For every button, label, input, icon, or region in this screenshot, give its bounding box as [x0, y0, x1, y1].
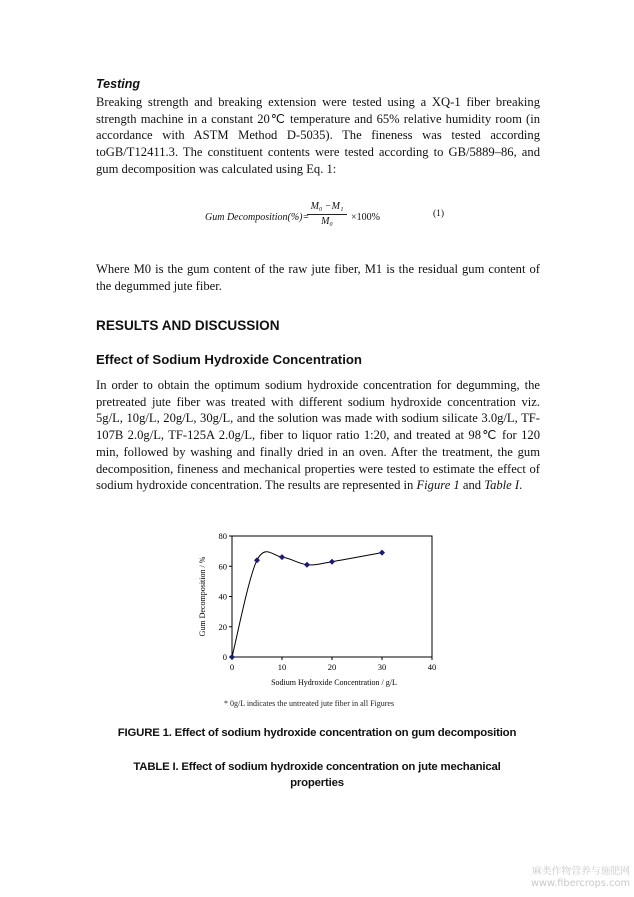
y-axis-label: Gum Decomposition / % [198, 556, 207, 637]
y-tick-label: 40 [218, 591, 227, 602]
data-point [379, 550, 385, 556]
testing-paragraph: Breaking strength and breaking extension were tested using a XQ-1 fiber breaking strength machine in a constant 20℃ temperature and 65% relative humidity room (in accordance with ASTM Method D-5035). The fineness was tested according toGB/T12411.3. The constituent contents were tested according to GB/5889–86, and gum decomposition was calculated using Eq. 1: [96, 95, 540, 176]
testing-heading: Testing [96, 77, 140, 91]
data-point [304, 562, 310, 568]
equation-denominator: M₀ [321, 216, 333, 227]
y-tick-label: 80 [218, 531, 227, 541]
data-point [329, 559, 335, 565]
watermark-line1: 麻类作物营养与施肥网 [532, 866, 630, 877]
equation-fraction [307, 200, 347, 229]
where-paragraph: Where M0 is the gum content of the raw jute fiber, M1 is the residual gum content of the degummed jute fiber. [96, 262, 540, 293]
equation-number: (1) [433, 209, 445, 219]
y-tick-label: 0 [222, 652, 227, 662]
gum-decomposition-chart [193, 527, 443, 712]
x-tick-label: 40 [427, 662, 437, 672]
data-point [254, 557, 260, 563]
table-caption-line1: TABLE I. Effect of sodium hydroxide concentration on jute mechanical [133, 761, 501, 773]
equation [205, 200, 455, 240]
x-axis-label: Sodium Hydroxide Concentration / g/L [271, 678, 397, 687]
section-heading: RESULTS AND DISCUSSION [96, 318, 280, 333]
x-tick-label: 30 [377, 662, 387, 672]
x-tick-label: 20 [327, 662, 337, 672]
figure-reference: Figure 1 [416, 478, 460, 493]
y-tick-label: 20 [218, 621, 227, 632]
watermark [512, 866, 630, 890]
watermark-line2: www.fibercrops.com [530, 878, 630, 889]
data-point [229, 654, 235, 660]
figure-caption: FIGURE 1. Effect of sodium hydroxide concentration on gum decomposition [117, 727, 517, 739]
y-tick-label: 60 [218, 561, 227, 572]
data-point [279, 554, 285, 560]
body-text: In order to obtain the optimum sodium hydroxide concentration for degumming, the pretreated jute fiber was treated with different sodium hydroxide concentration viz. 5g/L, 10g/L, 20g/L, 30g/L, and the solution was made with sodium silicate 3.0g/L, TF-107B 2.0g/L, TF-125A 2.0g/L, fiber to liquor ratio 1:20, and treated at 98℃ for 120 min, followed by washing and finally dried in an oven. After the treatment, the gum decomposition, fineness and mechanical properties were tested to estimate the effect of sodium hydroxide concentration. The results are represented in [96, 378, 540, 493]
chart-note: * 0g/L indicates the untreated jute fiber in all Figures [224, 699, 395, 708]
table-caption-line2: properties [290, 777, 344, 789]
body-paragraph [96, 377, 540, 494]
plot-frame [232, 536, 432, 657]
equation-label: Gum Decomposition(%)= [205, 212, 310, 223]
x-tick-label: 0 [229, 662, 235, 672]
body-end: . [519, 478, 523, 493]
equation-multiplier: ×100% [351, 212, 380, 223]
table-reference: Table I [484, 478, 520, 493]
x-tick-label: 10 [277, 662, 287, 672]
subsection-heading: Effect of Sodium Hydroxide Concentration [96, 352, 362, 367]
body-and: and [459, 478, 485, 493]
equation-numerator: M₀ −M₁ [307, 200, 347, 215]
